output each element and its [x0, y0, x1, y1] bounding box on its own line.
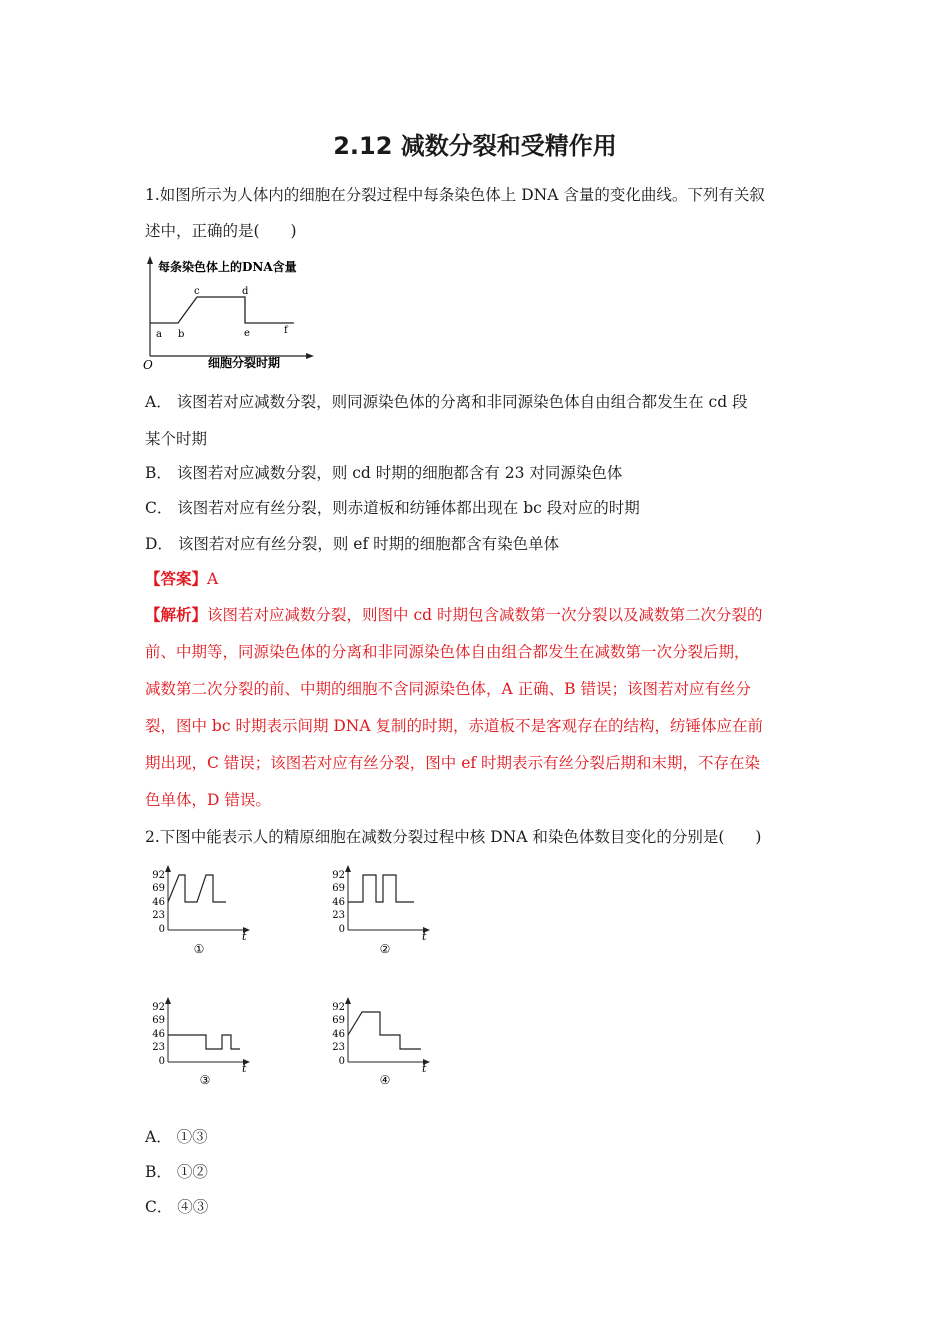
svg-text:92: 92 — [152, 1002, 165, 1013]
svg-text:0: 0 — [338, 1056, 345, 1067]
analysis-tag: 【解析】 — [145, 605, 208, 624]
svg-text:69: 69 — [152, 1015, 165, 1026]
svg-text:t: t — [422, 930, 427, 943]
q2-graph-3-curve — [168, 1035, 240, 1049]
q1-answer — [145, 567, 218, 589]
q1-analysis-line3: 减数第二次分裂的前、中期的细胞不含同源染色体，A 正确、B 错误；该图若对应有丝分 — [145, 680, 751, 698]
q2-graph-1-curve — [168, 875, 226, 902]
q2-option-b: B． ①② — [145, 1163, 208, 1181]
svg-text:23: 23 — [152, 910, 165, 921]
q1-point-f: f — [284, 325, 288, 336]
q1-analysis-line5: 期出现，C 错误；该图若对应有丝分裂，图中 ef 时期表示有丝分裂后期和末期，不存在染 — [145, 754, 761, 772]
q1-origin: O — [143, 358, 153, 372]
q1-option-a-line1: A． 该图若对应减数分裂，则同源染色体的分离和非同源染色体自由组合都发生在 cd 段 — [145, 393, 748, 411]
q2-stem: 2.下图中能表示人的精原细胞在减数分裂过程中核 DNA 和染色体数目变化的分别是( ) — [145, 828, 762, 846]
answer-tag: 【答案】 — [145, 569, 208, 588]
q1-curve — [150, 297, 294, 323]
q1-point-b: b — [178, 329, 185, 340]
svg-text:46: 46 — [332, 1029, 345, 1040]
q1-analysis-line6: 色单体，D 错误。 — [145, 791, 271, 809]
q1-point-c: c — [194, 286, 200, 297]
svg-text:t: t — [422, 1062, 427, 1075]
q1-ylabel: 每条染色体上的DNA含量 — [158, 260, 297, 274]
q2-option-a: A． ①③ — [145, 1128, 208, 1146]
svg-text:46: 46 — [152, 897, 165, 908]
svg-text:t: t — [242, 1062, 247, 1075]
svg-text:69: 69 — [332, 1015, 345, 1026]
svg-text:92: 92 — [332, 1002, 345, 1013]
q2-graph-2 — [325, 858, 435, 958]
svg-text:23: 23 — [152, 1042, 165, 1053]
q1-stem-line1: 1.如图所示为人体内的细胞在分裂过程中每条染色体上 DNA 含量的变化曲线。下列有关叙 — [145, 186, 765, 204]
q1-analysis-line4: 裂，图中 bc 时期表示间期 DNA 复制的时期，赤道板不是客观存在的结构，纺锤体应在前 — [145, 717, 763, 735]
q2-graph-2-label: ② — [379, 942, 391, 956]
q1-x-arrow — [306, 353, 314, 359]
q1-option-a-line2: 某个时期 — [145, 430, 208, 448]
q1-option-c: C． 该图若对应有丝分裂，则赤道板和纺锤体都出现在 bc 段对应的时期 — [145, 499, 640, 517]
q2-graph-4-curve — [348, 1012, 421, 1049]
q2-graph-2-curve — [348, 875, 414, 902]
page-title: 2.12 减数分裂和受精作用 — [333, 132, 617, 160]
svg-text:69: 69 — [152, 883, 165, 894]
answer-value: A — [207, 570, 219, 588]
q2-graph-1-label: ① — [193, 942, 205, 956]
svg-text:0: 0 — [338, 924, 345, 935]
q2-graph-3-label: ③ — [199, 1073, 211, 1086]
svg-text:69: 69 — [332, 883, 345, 894]
q1-analysis-line1 — [145, 603, 762, 625]
analysis-text-1: 该图若对应减数分裂，则图中 cd 时期包含减数第一次分裂以及减数第二次分裂的 — [207, 606, 763, 624]
svg-text:23: 23 — [332, 1042, 345, 1053]
svg-text:0: 0 — [158, 1056, 165, 1067]
q2-graph-1 — [145, 858, 255, 958]
q1-option-b: B． 该图若对应减数分裂，则 cd 时期的细胞都含有 23 对同源染色体 — [145, 464, 623, 482]
q1-xlabel: 细胞分裂时期 — [208, 356, 281, 370]
q1-point-d: d — [242, 286, 249, 297]
svg-text:23: 23 — [332, 910, 345, 921]
q2-graph-4 — [325, 986, 435, 1086]
q1-y-arrow — [147, 256, 153, 264]
svg-text:t: t — [242, 930, 247, 943]
q2-graph-4-label: ④ — [379, 1073, 391, 1086]
q1-point-a: a — [156, 329, 162, 340]
q1-analysis-line2: 前、中期等，同源染色体的分离和非同源染色体自由组合都发生在减数第一次分裂后期， — [145, 643, 750, 661]
q2-graph-3 — [145, 986, 255, 1086]
svg-text:92: 92 — [332, 870, 345, 881]
q1-stem-line2: 述中，正确的是( ) — [145, 222, 297, 240]
svg-text:0: 0 — [158, 924, 165, 935]
svg-text:92: 92 — [152, 870, 165, 881]
svg-text:46: 46 — [152, 1029, 165, 1040]
q2-option-c: C． ④③ — [145, 1198, 209, 1216]
svg-text:46: 46 — [332, 897, 345, 908]
q1-option-d: D． 该图若对应有丝分裂，则 ef 时期的细胞都含有染色单体 — [145, 535, 560, 553]
q1-graph — [140, 252, 320, 374]
q1-point-e: e — [244, 328, 250, 339]
